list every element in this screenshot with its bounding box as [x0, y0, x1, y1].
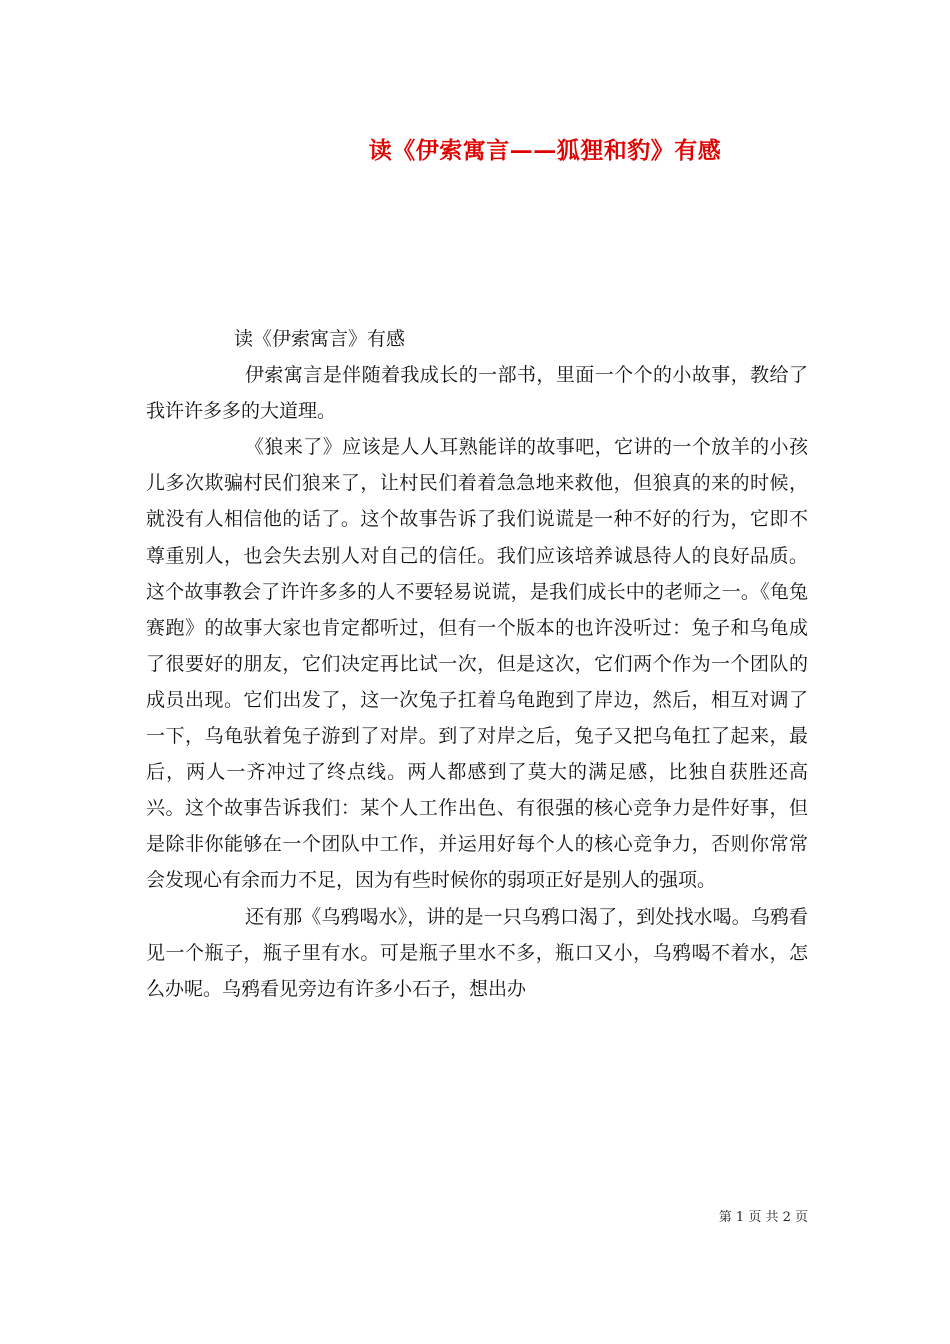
document-title: 读《伊索寓言——狐狸和豹》有感 — [368, 137, 722, 164]
paragraph-wolf-and-tortoise: 《狼来了》应该是人人耳熟能详的故事吧，它讲的一个放羊的小孩儿多次欺骗村民们狼来了，让村民们着着急急地来救他，但狼真的来的时候，就没有人相信他的话了。这个故事告诉了我们说谎是一种不好的行为，它即不尊重别人，也会失去别人对自己的信任。我们应该培养诚恳待人的良好品质。这个故事教会了许许多多的人不要轻易说谎，是我们成长中的老师之一。《龟兔赛跑》的故事大家也肯定都听过，但有一个版本的也许没听过：兔子和乌龟成了很要好的朋友，它们决定再比试一次，但是这次，它们两个作为一个团队的成员出现。它们出发了，这一次兔子扛着乌龟跑到了岸边，然后，相互对调了一下，乌龟驮着兔子游到了对岸。到了对岸之后，兔子又把乌龟扛了起来，最后，两人一齐冲过了终点线。两人都感到了莫大的满足感，比独自获胜还高兴。这个故事告诉我们：某个人工作出色、有很强的核心竞争力是件好事，但是除非你能够在一个团队中工作，并运用好每个人的核心竞争力，否则你常常会发现心有余而力不足，因为有些时候你的弱项正好是别人的强项。 — [146, 436, 808, 892]
paragraph-intro: 伊索寓言是伴随着我成长的一部书，里面一个个的小故事，教给了我许许多多的大道理。 — [146, 364, 808, 423]
document-body — [146, 321, 808, 1007]
document-subtitle: 读《伊索寓言》有感 — [234, 328, 406, 350]
page-number: 第 1 页 共 2 页 — [718, 1210, 808, 1225]
paragraph-crow: 还有那《乌鸦喝水》，讲的是一只乌鸦口渴了，到处找水喝。乌鸦看见一个瓶子，瓶子里有水。可是瓶子里水不多，瓶口又小，乌鸦喝不着水，怎么办呢。乌鸦看见旁边有许多小石子，想出办 — [146, 905, 808, 1000]
